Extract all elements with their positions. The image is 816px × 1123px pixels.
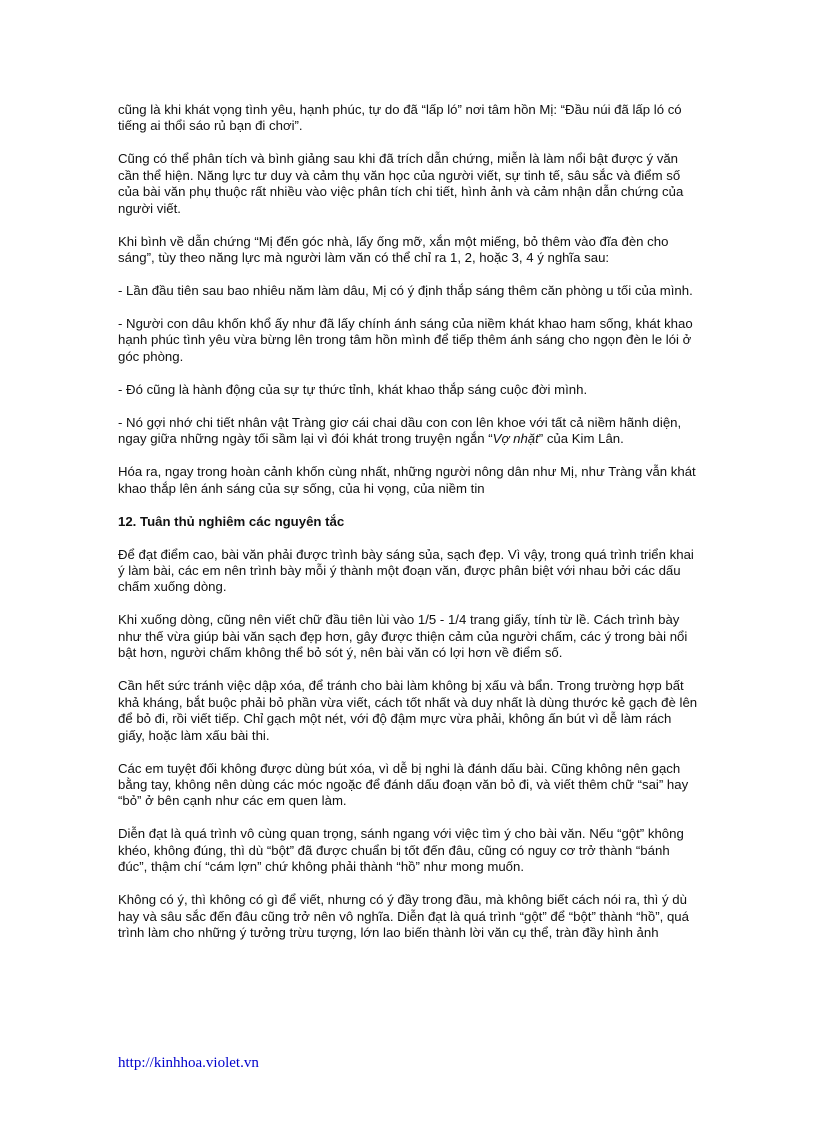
paragraph-2: Cũng có thể phân tích và bình giảng sau khi đã trích dẫn chứng, miễn là làm nổi bật được ý văn cần thể hiện. Năng lực tư duy và cảm thụ văn học của người viết, sự tinh tế, sâu sắc và điểm số của bài văn phụ thuộc rất nhiều vào việc phân tích chi tiết, hình ảnh và cảm nhận dẫn chứng của người viết. bbox=[118, 151, 684, 216]
paragraph-9: Để đạt điểm cao, bài văn phải được trình bày sáng sủa, sạch đẹp. Vì vậy, trong quá trình triển khai ý làm bài, các em nên trình bày mỗi ý thành một đoạn văn, được phân biệt với nhau bởi các dấu chấm xuống dòng. bbox=[118, 546, 694, 595]
paragraph-7-tail: ” của Kim Lân. bbox=[538, 431, 624, 447]
paragraph-10: Khi xuống dòng, cũng nên viết chữ đầu tiên lùi vào 1/5 - 1/4 trang giấy, tính từ lề. Cách trình bày như thế vừa giúp bài văn sạch đẹp hơn, gây được thiện cảm của người chấm, các ý trong bài nổi bật hơn, người chấm không thể bỏ sót ý, nên bài văn có lợi hơn về điểm số. bbox=[118, 612, 688, 661]
paragraph-3: Khi bình về dẫn chứng “Mị đến góc nhà, lấy ống mỡ, xắn một miếng, bỏ thêm vào đĩa đèn cho sáng”, tùy theo năng lực mà người làm văn có thể chỉ ra 1, 2, hoặc 3, 4 ý nghĩa sau: bbox=[118, 233, 669, 266]
paragraph-4: - Lần đầu tiên sau bao nhiêu năm làm dâu, Mị có ý định thắp sáng thêm căn phòng u tối của mình. bbox=[118, 283, 693, 299]
paragraph-12: Các em tuyệt đối không được dùng bút xóa, vì dễ bị nghi là đánh dấu bài. Cũng không nên gạch bằng tay, không nên dùng các móc ngoặc để đánh dấu đoạn văn bỏ đi, và viết thêm chữ “sai” hay “bỏ” ở bên cạnh như các em quen làm. bbox=[118, 760, 689, 809]
paragraph-5: - Người con dâu khốn khổ ấy như đã lấy chính ánh sáng của niềm khát khao ham sống, khát khao hạnh phúc tình yêu vừa bừng lên trong tâm hồn mình để tiếp thêm ánh sáng cho ngọn đèn le lói ở góc phòng. bbox=[118, 316, 693, 364]
section-heading: 12. Tuân thủ nghiêm các nguyên tắc bbox=[118, 513, 345, 529]
document-body bbox=[118, 102, 700, 958]
story-title: Vợ nhặt bbox=[492, 431, 539, 447]
paragraph-14: Không có ý, thì không có gì để viết, nhưng có ý đầy trong đầu, mà không biết cách nói ra, thì ý dù hay và sâu sắc đến đâu cũng trở nên vô nghĩa. Diễn đạt là quá trình “gột” để “bột” thành “hồ”, quá trình làm cho những ý tưởng trừu tượng, lớn lao biến thành lời văn cụ thể, tràn đầy hình ảnh bbox=[118, 892, 689, 940]
paragraph-7-text: - Nó gợi nhớ chi tiết nhân vật Tràng giơ cái chai dầu con con lên khoe với tất cả niềm hãnh diện, ngay giữa những ngày tối sầm lại vì đói khát trong truyện ngắn “ bbox=[118, 414, 682, 447]
footer-link[interactable]: http://kinhhoa.violet.vn bbox=[118, 1055, 259, 1071]
paragraph-13: Diễn đạt là quá trình vô cùng quan trọng, sánh ngang với việc tìm ý cho bài văn. Nếu “gột” không khéo, không đúng, thì dù “bột” đã được chuẩn bị tốt đến đâu, cũng có nguy cơ trở thành “bánh đúc”, thậm chí “cám lợn” chứ không phải thành “hồ” như mong muốn. bbox=[118, 826, 684, 875]
paragraph-6: - Đó cũng là hành động của sự tự thức tỉnh, khát khao thắp sáng cuộc đời mình. bbox=[118, 381, 588, 397]
paragraph-7 bbox=[118, 415, 700, 448]
paragraph-11: Cần hết sức tránh việc dập xóa, để tránh cho bài làm không bị xấu và bẩn. Trong trường hợp bất khả kháng, bắt buộc phải bỏ phần vừa viết, cách tốt nhất và duy nhất là dùng thước kẻ gạch đè lên để bỏ đi, rồi viết tiếp. Chỉ gạch một nét, với độ đậm mực vừa phải, không ấn bút vì dễ làm rách giấy, hoặc làm xấu bài thi. bbox=[118, 678, 698, 743]
paragraph-1: cũng là khi khát vọng tình yêu, hạnh phúc, tự do đã “lấp ló” nơi tâm hồn Mị: “Đầu núi đã lấp ló có tiếng ai thổi sáo rủ bạn đi chơi”. bbox=[118, 102, 682, 134]
paragraph-8: Hóa ra, ngay trong hoàn cảnh khốn cùng nhất, những người nông dân như Mị, như Tràng vẫn khát khao thắp lên ánh sáng của sự sống, của hi vọng, của niềm tin bbox=[118, 464, 696, 496]
